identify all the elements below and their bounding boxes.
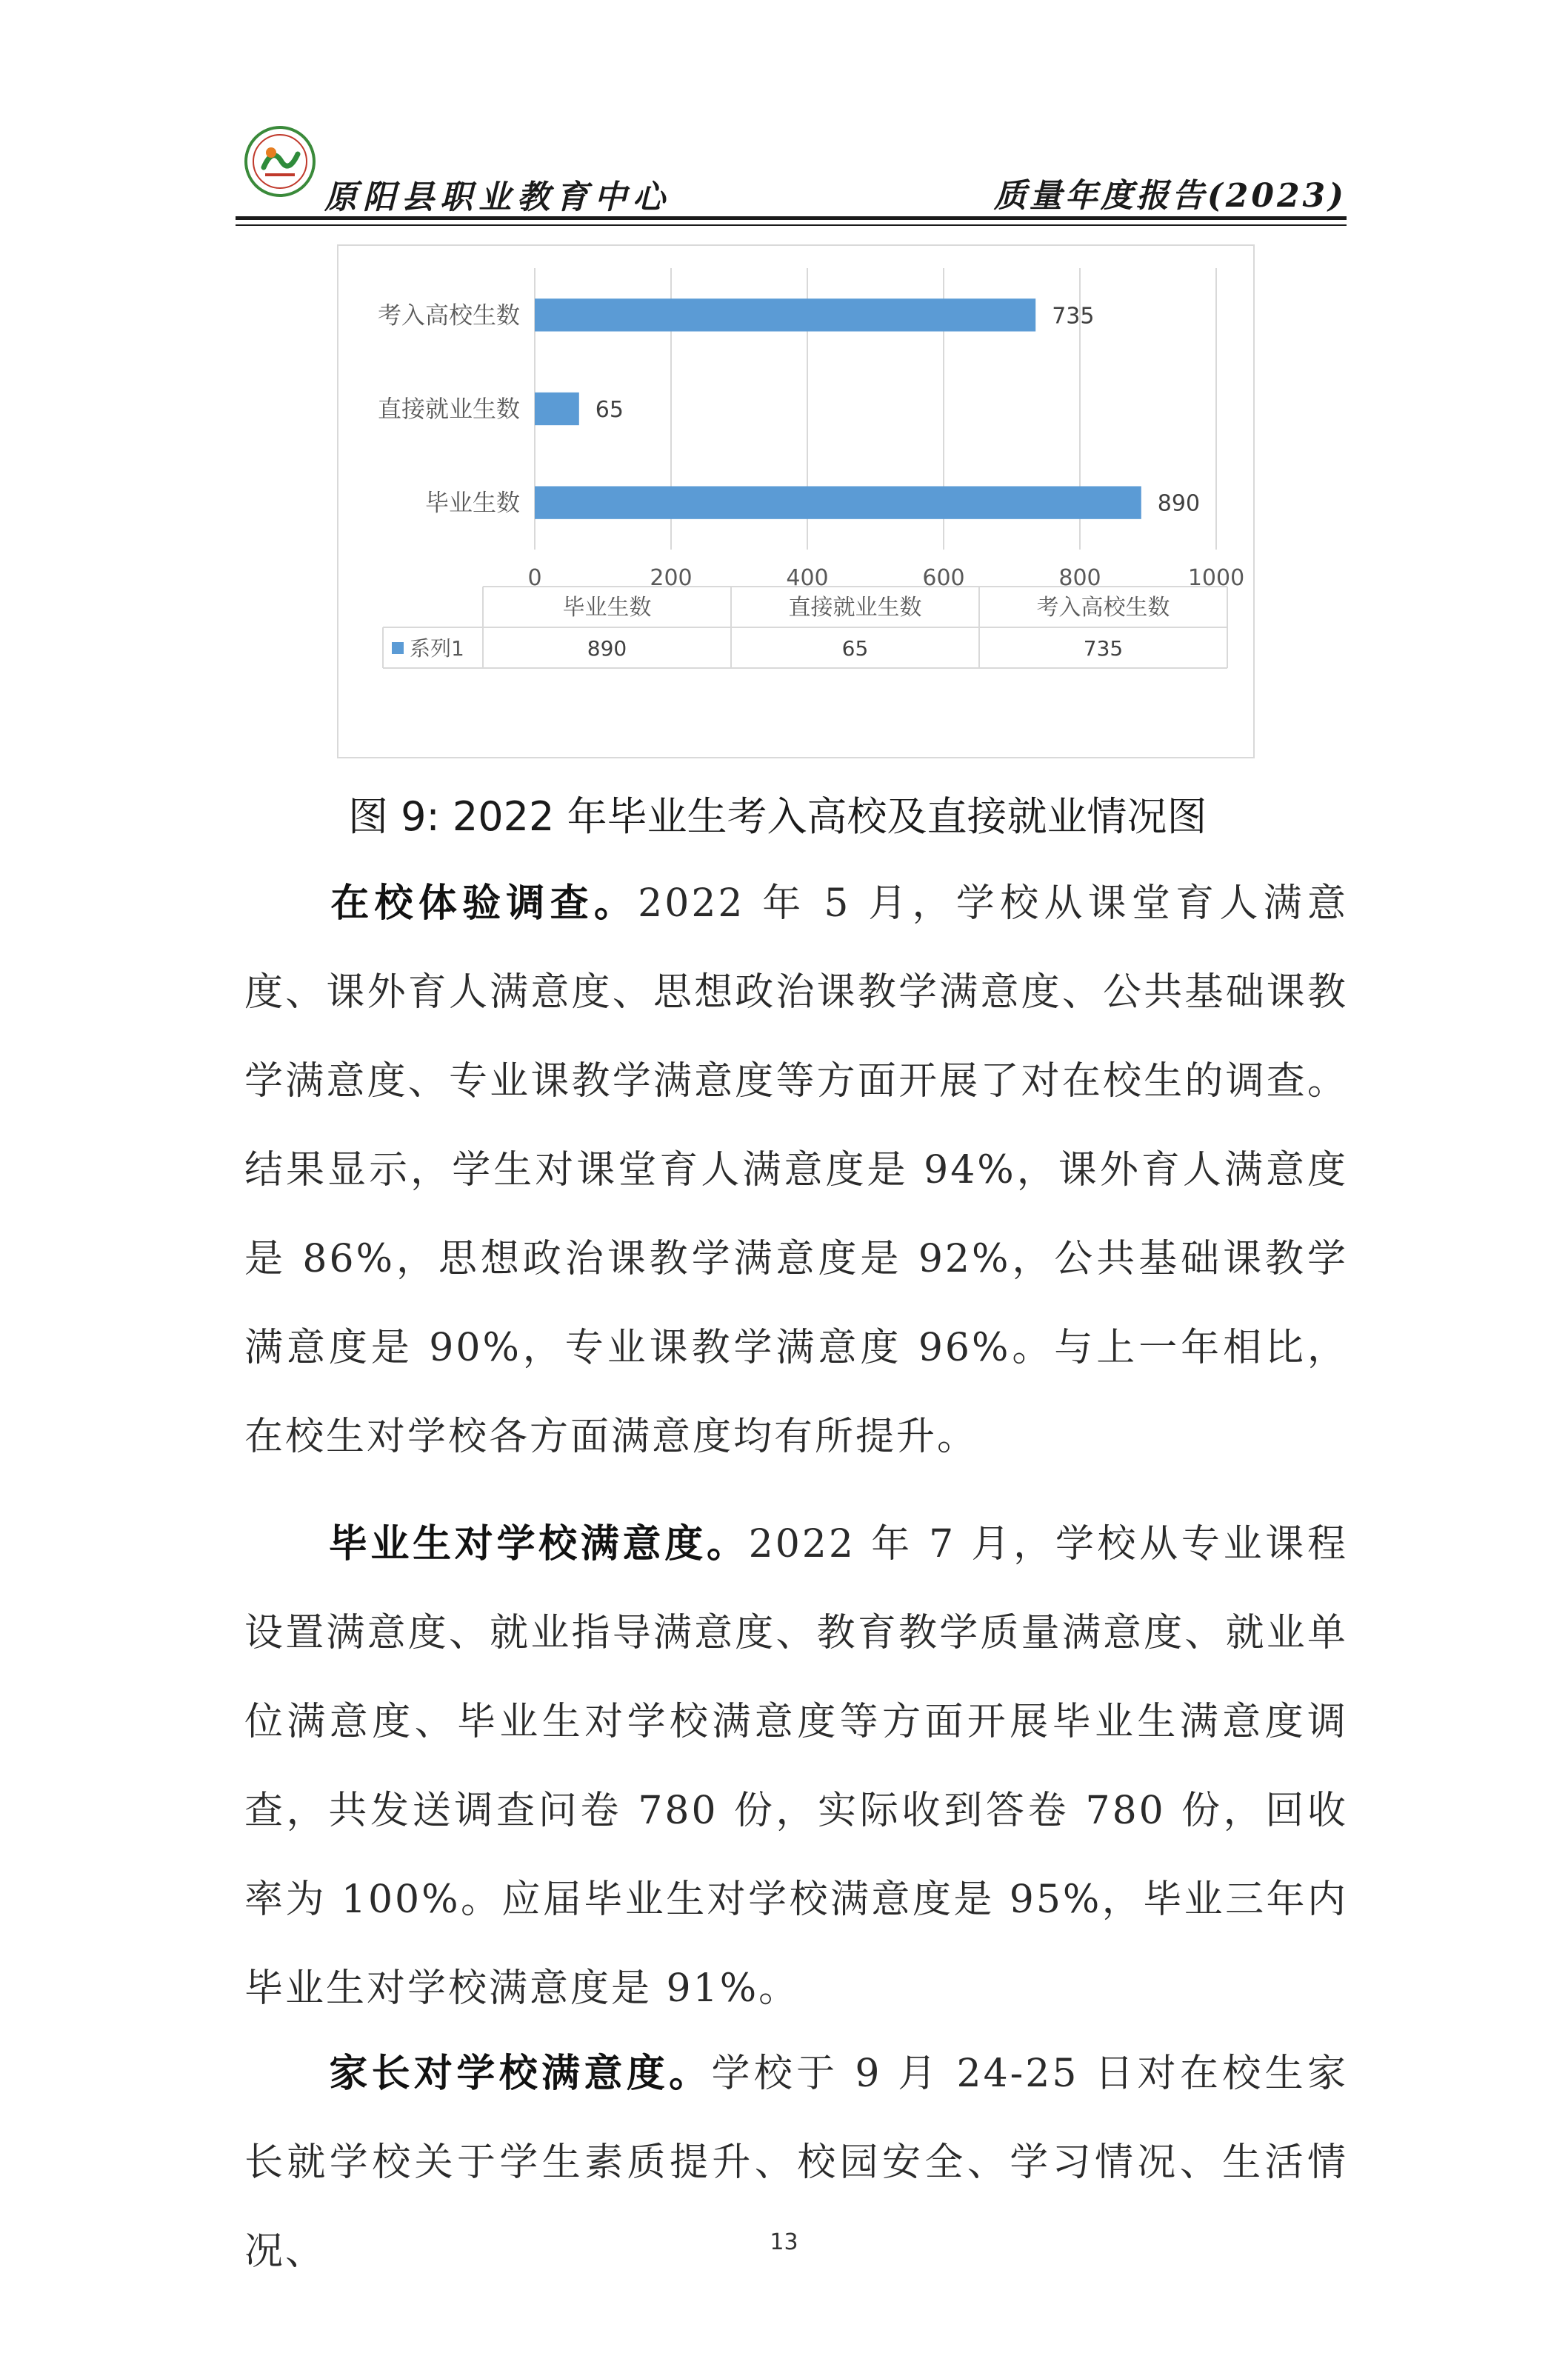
table-header: 直接就业生数 bbox=[788, 595, 922, 621]
category-label: 考入高校生数 bbox=[377, 301, 520, 330]
paragraph-1 bbox=[244, 859, 1348, 1481]
report-title: 质量年度报告(2023) bbox=[993, 177, 1347, 215]
bar bbox=[535, 393, 579, 425]
paragraph-text: 2022 年 5 月，学校从课堂育人满意度、课外育人满意度、思想政治课教学满意度、公共基础课教学满意度、专业课教学满意度等方面开展了对在校生的调查。结果显示，学生对课堂育人满意度是 94%，课外育人满意度是 86%，思想政治课教学满意度是 92%，公共基础课教学满意度是 90%，专业课教学满意度 96%。与上一年相比，在校生对学校各方面满意度均有所提升。 bbox=[244, 881, 1348, 1459]
paragraph-lead: 家长对学校满意度。 bbox=[327, 2052, 712, 2096]
header-rule bbox=[236, 216, 1347, 220]
x-tick-label: 1000 bbox=[1187, 565, 1245, 591]
paragraph-text: 2022 年 7 月，学校从专业课程设置满意度、就业指导满意度、教育教学质量满意度、就业单位满意度、毕业生对学校满意度等方面开展毕业生满意度调查，共发送调查问卷 780 份，实际收到答卷 780 份，回收率为 100%。应届毕业生对学校满意度是 95%，毕业三年内毕业生对学校满意度是 91%。 bbox=[244, 1522, 1348, 2011]
data-label: 735 bbox=[1052, 303, 1095, 330]
x-tick-label: 600 bbox=[922, 565, 965, 591]
bar-chart bbox=[337, 244, 1255, 758]
paragraph-2 bbox=[244, 1500, 1348, 2033]
header-rule-thin bbox=[236, 224, 1347, 226]
bar bbox=[535, 487, 1141, 519]
page-header bbox=[236, 119, 1347, 230]
x-tick-label: 200 bbox=[650, 565, 693, 591]
school-name: 原阳县职业教育中心 bbox=[324, 178, 671, 216]
table-cell: 735 bbox=[1083, 636, 1124, 661]
paragraph-lead: 在校体验调查。 bbox=[327, 881, 638, 926]
x-tick-label: 400 bbox=[786, 565, 829, 591]
legend-swatch bbox=[392, 642, 404, 654]
x-tick-label: 800 bbox=[1058, 565, 1101, 591]
bar bbox=[535, 298, 1035, 331]
x-tick-label: 0 bbox=[527, 565, 542, 591]
page-number: 13 bbox=[770, 2229, 798, 2255]
paragraph-text: 学校于 9 月 24-25 日对在校生家长就学校关于学生素质提升、校园安全、学习情况、生活情况、 bbox=[244, 2052, 1348, 2274]
category-label: 直接就业生数 bbox=[377, 395, 520, 423]
chart-canvas bbox=[338, 246, 1253, 757]
table-cell: 65 bbox=[841, 636, 869, 661]
table-row-label: 系列1 bbox=[410, 636, 464, 661]
paragraph-lead: 毕业生对学校满意度。 bbox=[327, 1522, 749, 1566]
table-header: 毕业生数 bbox=[562, 595, 652, 621]
table-header: 考入高校生数 bbox=[1036, 595, 1170, 621]
school-logo-icon bbox=[243, 124, 317, 198]
table-cell: 890 bbox=[587, 636, 627, 661]
data-label: 890 bbox=[1157, 490, 1201, 517]
figure-caption: 图 9: 2022 年毕业生考入高校及直接就业情况图 bbox=[348, 793, 1207, 840]
data-label: 65 bbox=[595, 397, 624, 423]
category-label: 毕业生数 bbox=[424, 488, 520, 517]
